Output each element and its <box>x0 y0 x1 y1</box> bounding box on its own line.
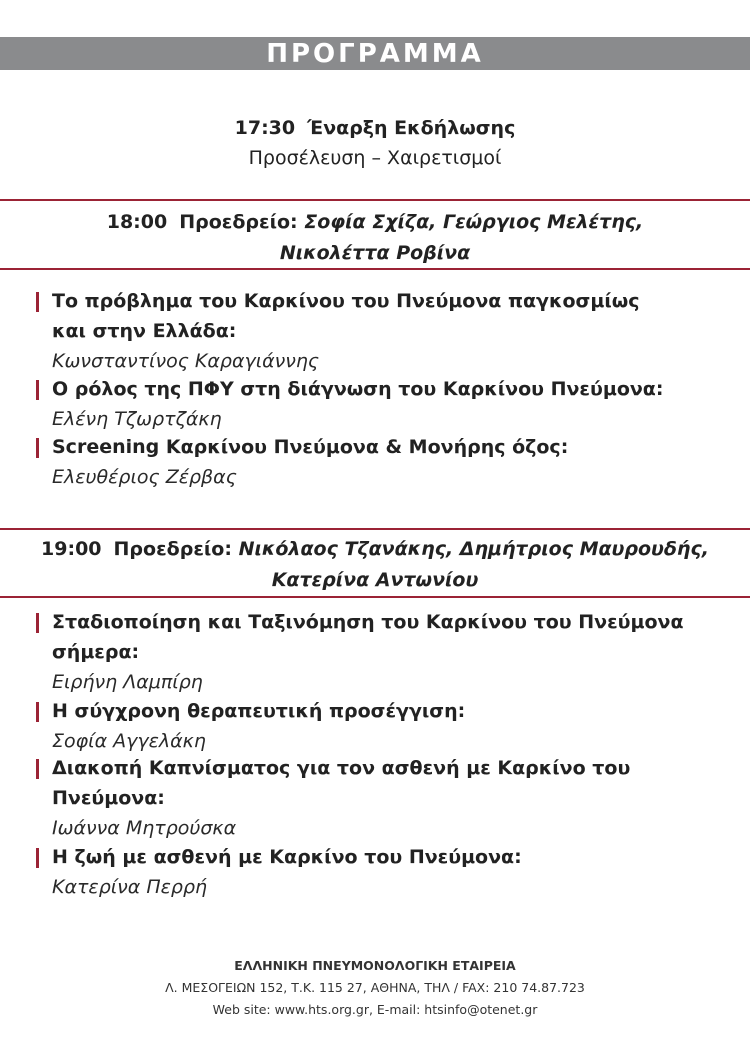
chair-label: Προεδρείο: <box>113 538 232 560</box>
session-chair-header <box>0 207 750 269</box>
talk-marker <box>36 292 39 312</box>
talk-speaker: Κωνσταντίνος Καραγιάννης <box>52 350 320 372</box>
divider <box>0 268 750 270</box>
talk-speaker: Σοφία Αγγελάκη <box>52 730 206 752</box>
divider <box>0 199 750 201</box>
session-time: 19:00 <box>41 538 102 560</box>
talk-title-cont: σήμερα: <box>52 641 140 663</box>
talk-item <box>36 432 736 492</box>
chair-names: Νικόλαος Τζανάκης, Δημήτριος Μαυρουδής, <box>238 538 709 560</box>
talk-marker <box>36 438 39 458</box>
divider <box>0 596 750 598</box>
footer-contact: Web site: www.hts.org.gr, E-mail: htsinfo@otenet.gr <box>212 1002 538 1017</box>
talk-marker <box>36 848 39 868</box>
chair-line <box>0 534 750 565</box>
talk-marker <box>36 613 39 633</box>
session-time: 18:00 <box>106 211 168 233</box>
talk-item <box>36 696 736 756</box>
talk-item <box>36 753 736 843</box>
talk-item <box>36 374 736 434</box>
opening-subtitle: Προσέλευση – Χαιρετισμοί <box>248 147 502 169</box>
talk-marker <box>36 380 39 400</box>
talk-item <box>36 607 736 697</box>
talk-title: Η σύγχρονη θεραπευτική προσέγγιση: <box>52 700 466 722</box>
chair-names: Σοφία Σχίζα, Γεώργιος Μελέτης, <box>304 211 644 233</box>
talk-title: Διακοπή Καπνίσματος για τον ασθενή με Καρκίνο του <box>52 757 631 779</box>
page-title: ΠΡΟΓΡΑΜΜΑ <box>266 38 484 69</box>
talk-marker <box>36 759 39 779</box>
divider <box>0 528 750 530</box>
talk-title: Σταδιοποίηση και Ταξινόμηση του Καρκίνου του Πνεύμονα <box>52 611 684 633</box>
chair-names-cont: Κατερίνα Αντωνίου <box>271 569 479 591</box>
talk-speaker: Ελευθέριος Ζέρβας <box>52 466 237 488</box>
footer <box>0 955 750 1021</box>
chair-label: Προεδρείο: <box>179 211 298 233</box>
talk-title: Screening Καρκίνου Πνεύμονα & Μονήρης όζος: <box>52 436 569 458</box>
talk-speaker: Ελένη Τζωρτζάκη <box>52 408 222 430</box>
talk-title: Το πρόβλημα του Καρκίνου του Πνεύμονα παγκοσμίως <box>52 290 640 312</box>
footer-address: Λ. ΜΕΣΟΓΕΙΩΝ 152, Τ.Κ. 115 27, ΑΘΗΝΑ, ΤΗΛ / FAX: 210 74.87.723 <box>165 980 585 995</box>
talk-item <box>36 842 736 902</box>
chair-line <box>0 207 750 238</box>
talk-speaker: Ειρήνη Λαμπίρη <box>52 671 203 693</box>
session-chair-header <box>0 534 750 596</box>
talk-title: Η ζωή με ασθενή με Καρκίνο του Πνεύμονα: <box>52 846 522 868</box>
opening-title: Έναρξη Εκδήλωσης <box>307 117 516 139</box>
talk-speaker: Κατερίνα Περρή <box>52 876 208 898</box>
talk-marker <box>36 702 39 722</box>
opening-block <box>0 113 750 173</box>
talk-item <box>36 286 736 376</box>
opening-line <box>0 113 750 143</box>
talk-title: Ο ρόλος της ΠΦΥ στη διάγνωση του Καρκίνου Πνεύμονα: <box>52 378 664 400</box>
opening-time: 17:30 <box>234 117 296 139</box>
talk-title-cont: και στην Ελλάδα: <box>52 320 237 342</box>
talk-title-cont: Πνεύμονα: <box>52 787 165 809</box>
chair-names-cont: Νικολέττα Ροβίνα <box>279 242 471 264</box>
talk-speaker: Ιωάννα Μητρούσκα <box>52 817 237 839</box>
footer-org: ΕΛΛΗΝΙΚΗ ΠΝΕΥΜΟΝΟΛΟΓΙΚΗ ΕΤΑΙΡΕΙΑ <box>234 958 516 973</box>
program-banner <box>0 37 750 70</box>
